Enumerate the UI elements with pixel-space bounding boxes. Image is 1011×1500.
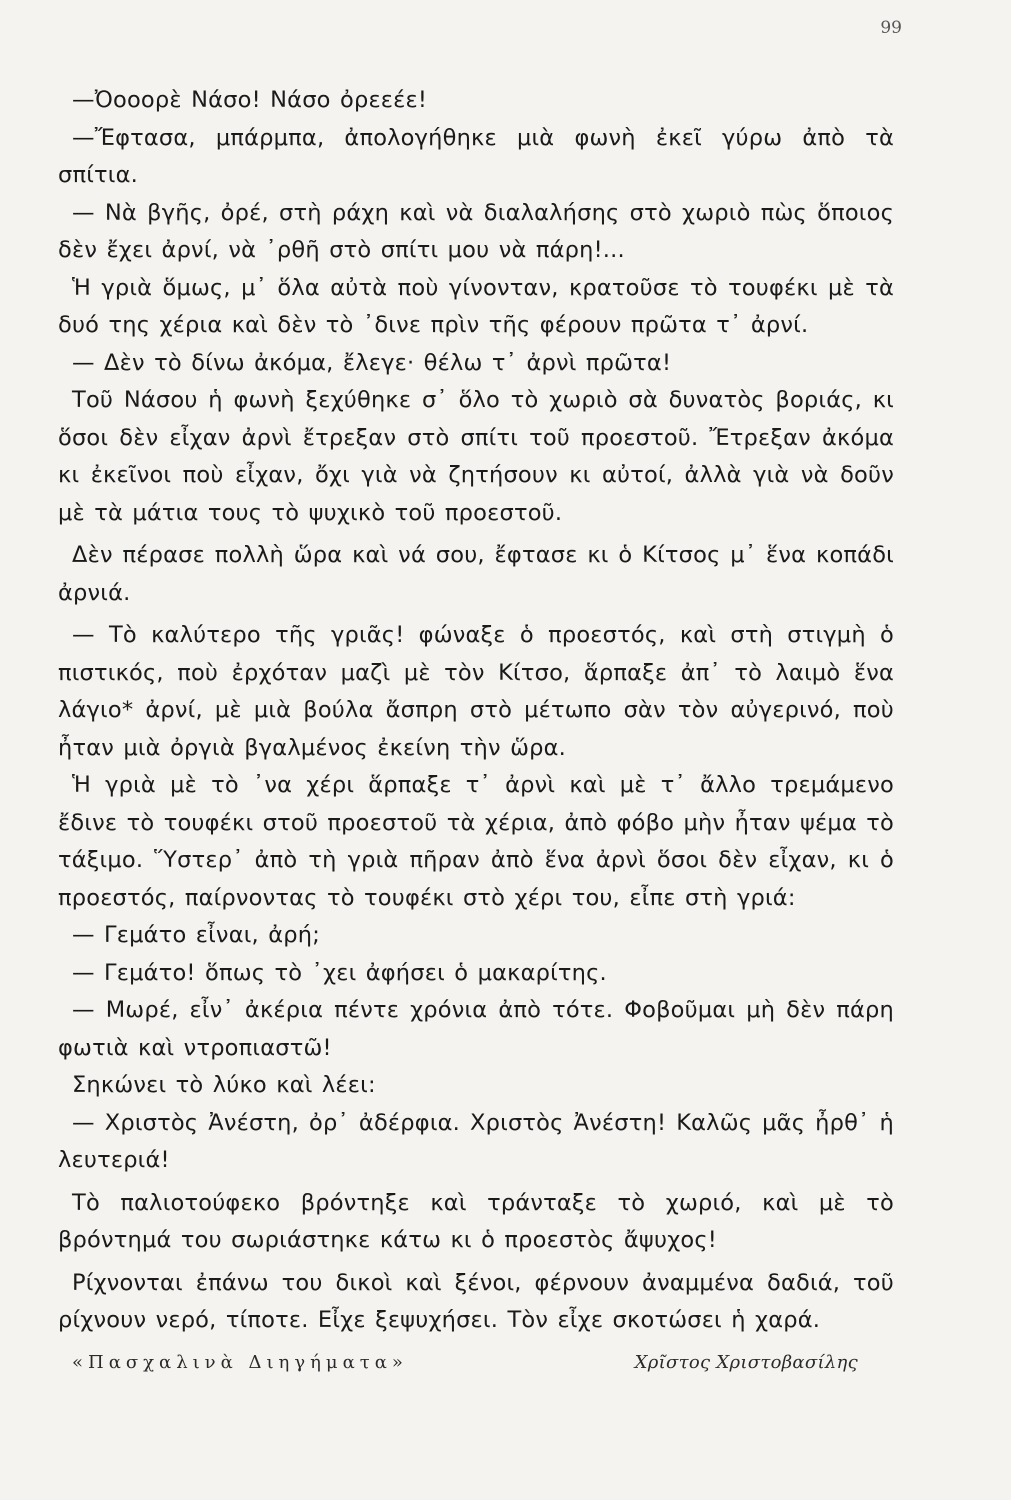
paragraph: Ρίχνονται ἐπάνω του δικοὶ καὶ ξένοι, φέρνουν ἀναμμένα δαδιά, τοῦ ρίχνουν νερό, τίποτε. Εἶχε ξεψυχήσει. Τὸν εἶχε σκοτώσει ἡ χαρά. — [58, 1269, 894, 1333]
paragraph: Τοῦ Νάσου ἡ φωνὴ ξεχύθηκε σ᾿ ὅλο τὸ χωριὸ σὰ δυνατὸς βοριάς, κι ὅσοι δὲν εἶχαν ἀρνὶ ἔτρεξαν στὸ σπίτι τοῦ προεστοῦ. Ἔτρεξαν ἀκόμα κι ἐκεῖνοι ποὺ εἶχαν, ὄχι γιὰ νὰ ζητήσουν κι αὐτοί, ἀλλὰ γιὰ νὰ δοῦν μὲ τὰ μάτια τους τὸ ψυχικὸ τοῦ προεστοῦ. — [58, 387, 894, 526]
story-text — [58, 82, 894, 1340]
paragraph: — Τὸ καλύτερο τῆς γριᾶς! φώναξε ὁ προεστός, καὶ στὴ στιγμὴ ὁ πιστικός, ποὺ ἐρχόταν μαζὶ μὲ τὸν Κίτσο, ἅρπαξε ἀπ᾿ τὸ λαιμὸ ἕνα λάγιο* ἀρνί, μὲ μιὰ βούλα ἄσπρη στὸ μέτωπο σὰν τὸν αὐγερινό, ποὺ ἦταν μιὰ ὀργιὰ βγαλμένος ἐκείνη τὴν ὥρα. — [58, 622, 894, 761]
page-number: 99 — [880, 18, 902, 38]
paragraph: Ἡ γριὰ ὅμως, μ᾿ ὅλα αὐτὰ ποὺ γίνονταν, κρατοῦσε τὸ τουφέκι μὲ τὰ δυό της χέρια καὶ δὲν τὸ ᾿δινε πρὶν τῆς φέρουν πρῶτα τ᾿ ἀρνί. — [58, 274, 894, 338]
paragraph: — Γεμάτο! ὅπως τὸ ᾿χει ἀφήσει ὁ μακαρίτης. — [72, 959, 607, 986]
paragraph: — Γεμάτο εἶναι, ἀρή; — [72, 922, 321, 948]
attribution — [58, 1352, 858, 1382]
paragraph: — Νὰ βγῆς, ὀρέ, στὴ ράχη καὶ νὰ διαλαλήσης στὸ χωριὸ πὼς ὅποιος δὲν ἔχει ἀρνί, νὰ ᾿ρθῆ στὸ σπίτι μου νὰ πάρη!... — [58, 199, 894, 263]
paragraph: — Χριστὸς Ἀνέστη, ὀρ᾿ ἀδέρφια. Χριστὸς Ἀνέστη! Καλῶς μᾶς ἦρθ᾿ ἡ λευτεριά! — [58, 1109, 894, 1173]
source-title: «Πασχαλινὰ Διηγήματα» — [72, 1352, 408, 1373]
paragraph: Δὲν πέρασε πολλὴ ὥρα καὶ νά σου, ἔφτασε κι ὁ Κίτσος μ᾿ ἕνα κοπάδι ἀρνιά. — [58, 542, 894, 606]
paragraph: Ἡ γριὰ μὲ τὸ ᾿να χέρι ἅρπαξε τ᾿ ἀρνὶ καὶ μὲ τ᾿ ἄλλο τρεμάμενο ἔδινε τὸ τουφέκι στοῦ προεστοῦ τὰ χέρια, ἀπὸ φόβο μὴν ἦταν ψέμα τὸ τάξιμο. Ὕστερ᾿ ἀπὸ τὴ γριὰ πῆραν ἀπὸ ἕνα ἀρνὶ ὅσοι δὲν εἶχαν, κι ὁ προεστός, παίρνοντας τὸ τουφέκι στὸ χέρι του, εἶπε στὴ γριά: — [58, 772, 894, 911]
paragraph: — Μωρέ, εἶν᾿ ἀκέρια πέντε χρόνια ἀπὸ τότε. Φοβοῦμαι μὴ δὲν πάρη φωτιὰ καὶ ντροπιαστῶ! — [58, 997, 894, 1061]
paragraph: Τὸ παλιοτούφεκο βρόντηξε καὶ τράνταξε τὸ χωριό, καὶ μὲ τὸ βρόντημά του σωριάστηκε κάτω κι ὁ προεστὸς ἄψυχος! — [58, 1189, 894, 1253]
paragraph: — Δὲν τὸ δίνω ἀκόμα, ἔλεγε· θέλω τ᾿ ἀρνὶ πρῶτα! — [72, 349, 672, 376]
paragraph: —Ὀοοορὲ Νάσο! Νάσο ὀρεεέε! — [72, 87, 428, 113]
paragraph: Σηκώνει τὸ λύκο καὶ λέει: — [72, 1072, 376, 1098]
author-name: Χρῖστος Χριστοβασίλης — [634, 1352, 858, 1373]
paragraph: —Ἔφτασα, μπάρμπα, ἀπολογήθηκε μιὰ φωνὴ ἐκεῖ γύρω ἀπὸ τὰ σπίτια. — [58, 124, 894, 188]
